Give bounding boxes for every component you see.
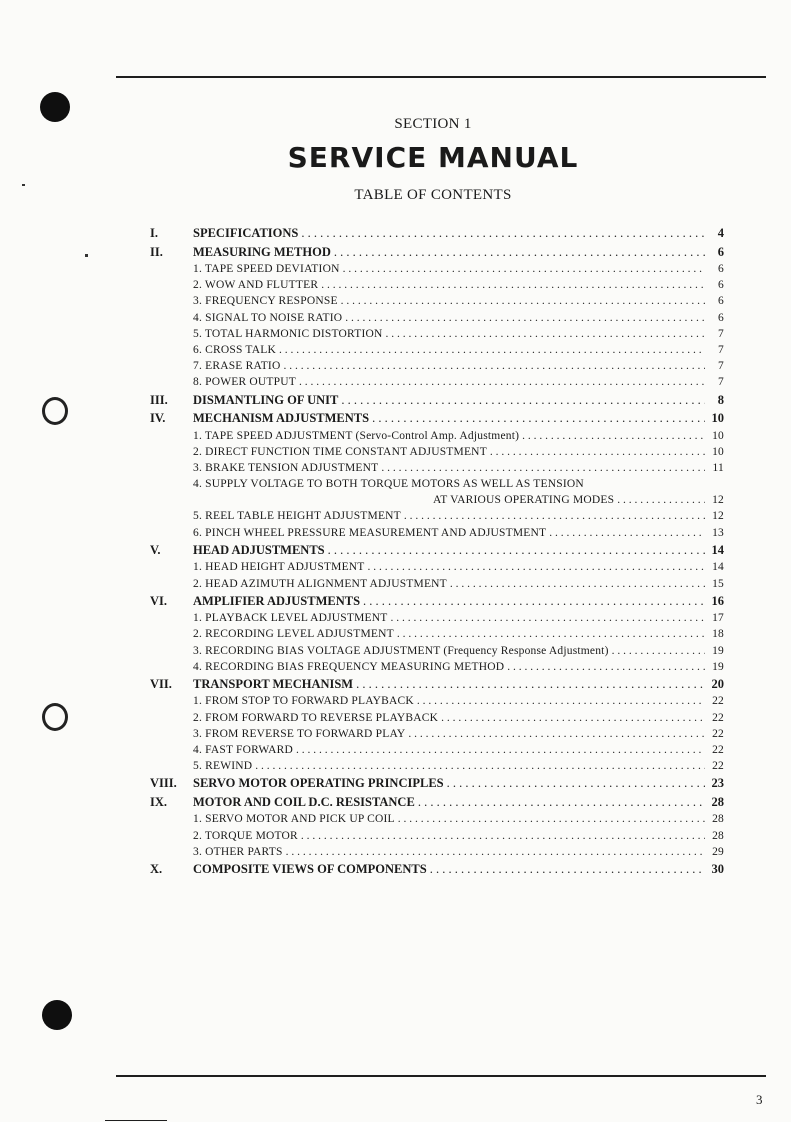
toc-entry-label: SERVO MOTOR OPERATING PRINCIPLES — [193, 776, 444, 791]
toc-section-number: VII. — [150, 676, 172, 691]
scan-speck — [85, 254, 88, 257]
dot-leader — [283, 360, 705, 372]
dot-leader — [279, 344, 705, 356]
toc-page-number: 10 — [712, 429, 724, 442]
toc-entry-label: 8. POWER OUTPUT — [193, 376, 296, 389]
toc-page-number: 22 — [712, 727, 724, 740]
toc-subsection-entry — [150, 695, 724, 711]
dot-leader — [356, 677, 705, 692]
toc-page-number: 8 — [717, 392, 724, 407]
toc-entry-label: 4. RECORDING BIAS FREQUENCY MEASURING METHOD — [193, 660, 505, 673]
dot-leader — [368, 561, 705, 573]
toc-entry-label: MECHANISM ADJUSTMENTS — [193, 411, 370, 425]
toc-section-number: IX. — [150, 794, 168, 809]
toc-subsection-entry — [150, 645, 724, 661]
toc-entry-label: 1. PLAYBACK LEVEL ADJUSTMENT — [193, 612, 388, 625]
toc-entry-label: 5. REWIND — [193, 760, 253, 773]
toc-page-number: 19 — [712, 644, 724, 657]
toc-page-number: 16 — [711, 593, 724, 608]
toc-subsection-entry — [150, 446, 724, 462]
dot-leader — [286, 846, 705, 858]
dot-leader — [398, 813, 705, 825]
dot-leader — [296, 744, 705, 756]
dot-leader — [417, 695, 705, 707]
toc-page-number: 11 — [712, 461, 724, 474]
dot-leader — [617, 494, 705, 506]
toc-page-number: 10 — [712, 445, 724, 458]
dot-leader — [490, 446, 705, 458]
footer-short-rule — [105, 1120, 167, 1121]
binder-ring-lower — [42, 703, 68, 731]
toc-entry-label: 5. REEL TABLE HEIGHT ADJUSTMENT — [193, 510, 401, 523]
toc-entry-label: 3. FROM REVERSE TO FORWARD PLAY — [193, 727, 406, 740]
toc-page-number: 29 — [712, 845, 724, 858]
toc-entry-label: 1. TAPE SPEED DEVIATION — [193, 263, 340, 275]
toc-entry-label: 2. FROM FORWARD TO REVERSE PLAYBACK — [193, 711, 439, 724]
toc-subsection-entry — [150, 462, 724, 478]
toc-subsection-entry — [150, 360, 724, 376]
toc-subsection-entry — [150, 628, 724, 644]
toc-section-entry — [150, 677, 724, 696]
dot-leader — [385, 328, 705, 340]
toc-page-number: 28 — [712, 813, 724, 826]
dot-leader — [321, 279, 705, 291]
toc-subsection-entry — [150, 561, 724, 577]
toc-page-number: 6 — [718, 279, 724, 292]
toc-page-number: 14 — [712, 561, 724, 574]
dot-leader — [301, 226, 705, 241]
toc-entry-label: 6. PINCH WHEEL PRESSURE MEASUREMENT AND ADJUSTMENT — [193, 526, 547, 539]
dot-leader — [549, 527, 705, 539]
toc-subsection-entry — [150, 661, 724, 677]
toc-entry-label: AT VARIOUS OPERATING MODES — [433, 494, 615, 507]
toc-page-number: 19 — [712, 660, 724, 673]
toc-section-entry — [150, 411, 724, 430]
scan-speck — [22, 184, 25, 186]
dot-leader — [391, 612, 705, 624]
toc-page-number: 6 — [718, 263, 724, 275]
toc-subsection-entry — [150, 312, 724, 328]
toc-section-number: II. — [150, 244, 163, 259]
toc-entry-label: 4. SUPPLY VOLTAGE TO BOTH TORQUE MOTORS AS WELL AS TENSION — [193, 478, 584, 491]
toc-entry-label: AMPLIFIER ADJUSTMENTS — [193, 593, 361, 608]
toc-page-number: 13 — [712, 526, 724, 539]
bottom-rule — [116, 1075, 766, 1077]
toc-section-entry — [150, 795, 724, 814]
dot-leader — [447, 776, 705, 791]
toc-subsection-entry — [150, 612, 724, 628]
toc-section-number: VIII. — [150, 776, 177, 791]
toc-page-number: 4 — [717, 226, 724, 240]
toc-subsection-entry — [150, 263, 724, 279]
dot-leader — [341, 295, 705, 307]
toc-entry-label: 2. RECORDING LEVEL ADJUSTMENT — [193, 628, 394, 641]
toc-page-number: 22 — [712, 711, 724, 724]
toc-entry-label: COMPOSITE VIEWS OF COMPONENTS — [193, 861, 427, 876]
dot-leader — [450, 578, 705, 590]
toc-section-number: VI. — [150, 593, 168, 608]
toc-page-number: 28 — [712, 829, 724, 842]
toc-section-entry — [150, 776, 724, 795]
toc-page-number: 14 — [711, 542, 724, 557]
toc-subsection-entry — [150, 712, 724, 728]
toc-section-number: III. — [150, 392, 168, 407]
dot-leader — [381, 462, 705, 474]
dot-leader — [430, 862, 705, 877]
toc-subsection-entry — [150, 830, 724, 846]
toc-subsection-entry — [150, 376, 724, 392]
toc-subsection-entry — [150, 494, 724, 510]
toc-entry-label: DISMANTLING OF UNIT — [193, 392, 339, 407]
toc-entry-label: TRANSPORT MECHANISM — [193, 676, 354, 691]
top-rule — [116, 76, 766, 78]
toc-entry-label: SPECIFICATIONS — [193, 226, 299, 240]
dot-leader — [345, 312, 705, 324]
dot-leader — [328, 543, 705, 558]
toc-subsection-entry — [150, 295, 724, 311]
page-title: SERVICE MANUAL — [287, 141, 579, 174]
toc-page-number: 15 — [712, 577, 724, 590]
dot-leader — [299, 376, 705, 388]
binder-ring-upper — [42, 397, 68, 425]
toc-page-number: 7 — [718, 343, 724, 356]
toc-entry-label: 4. FAST FORWARD — [193, 744, 294, 756]
toc-entry-label: 2. DIRECT FUNCTION TIME CONSTANT ADJUSTMENT — [193, 445, 487, 458]
toc-section-entry — [150, 543, 724, 562]
toc-subsection-entry — [150, 728, 724, 744]
toc-entry-label: 2. TORQUE MOTOR — [193, 829, 298, 842]
dot-leader — [334, 245, 705, 260]
toc-subsection-entry — [150, 478, 724, 494]
dot-leader — [418, 795, 705, 810]
toc-subsection-entry — [150, 527, 724, 543]
dot-leader — [343, 263, 705, 275]
toc-entry-label: 3. OTHER PARTS — [193, 845, 283, 858]
toc-section-entry — [150, 226, 724, 245]
toc-page-number: 20 — [711, 676, 724, 691]
toc-page-number: 7 — [718, 327, 724, 340]
toc-page-number: 6 — [718, 311, 724, 324]
toc-entry-label: 2. WOW AND FLUTTER — [193, 279, 319, 292]
toc-entry-label: MEASURING METHOD — [193, 244, 331, 259]
dot-leader — [612, 645, 705, 657]
toc-page-number: 22 — [712, 760, 724, 773]
dot-leader — [255, 760, 705, 772]
toc-section-number: IV. — [150, 411, 166, 425]
toc-section-entry — [150, 594, 724, 613]
toc-subsection-entry — [150, 344, 724, 360]
toc-page-number: 12 — [712, 510, 724, 523]
toc-page-number: 17 — [712, 612, 724, 625]
toc-page-number: 22 — [712, 744, 724, 756]
toc-entry-label: HEAD ADJUSTMENTS — [193, 542, 325, 557]
dot-leader — [404, 510, 705, 522]
toc-page-number: 22 — [712, 695, 724, 708]
dot-leader — [507, 661, 705, 673]
toc-page-number: 7 — [718, 376, 724, 389]
dot-leader — [372, 411, 705, 426]
toc-entry-label: 5. TOTAL HARMONIC DISTORTION — [193, 327, 383, 340]
toc-entry-label: 3. FREQUENCY RESPONSE — [193, 295, 338, 308]
toc-entry-label: 1. HEAD HEIGHT ADJUSTMENT — [193, 561, 365, 574]
toc-heading: TABLE OF CONTENTS — [354, 187, 512, 203]
toc-page-number: 23 — [711, 776, 724, 791]
toc-entry-label: 3. RECORDING BIAS VOLTAGE ADJUSTMENT (Frequency Response Adjustment) — [193, 644, 609, 657]
toc-subsection-entry — [150, 760, 724, 776]
toc-entry-label: 1. SERVO MOTOR AND PICK UP COIL — [193, 813, 395, 826]
toc-subsection-entry — [150, 744, 724, 760]
toc-page-number: 30 — [711, 861, 724, 876]
toc-entry-label: 7. ERASE RATIO — [193, 360, 281, 373]
toc-subsection-entry — [150, 813, 724, 829]
toc-page-number: 18 — [712, 628, 724, 641]
toc-section-entry — [150, 862, 724, 881]
toc-entry-label: 4. SIGNAL TO NOISE RATIO — [193, 311, 343, 324]
toc-subsection-entry — [150, 578, 724, 594]
toc-section-number: X. — [150, 861, 163, 876]
toc-entry-label: MOTOR AND COIL D.C. RESISTANCE — [193, 794, 415, 809]
dot-leader — [397, 628, 705, 640]
dot-leader — [341, 393, 705, 408]
dot-leader — [363, 594, 705, 609]
toc-subsection-entry — [150, 510, 724, 526]
toc-page-number: 28 — [711, 794, 724, 809]
dot-leader — [522, 430, 705, 442]
toc-entry-label: 1. TAPE SPEED ADJUSTMENT (Servo-Control Amp. Adjustment) — [193, 429, 520, 442]
binder-hole-bottom — [42, 1000, 72, 1030]
toc-section-entry — [150, 245, 724, 264]
dot-leader — [441, 712, 705, 724]
page-number: 3 — [756, 1092, 763, 1107]
toc-entry-label: 3. BRAKE TENSION ADJUSTMENT — [193, 461, 379, 474]
toc-entry-label: 2. HEAD AZIMUTH ALIGNMENT ADJUSTMENT — [193, 577, 447, 590]
toc-subsection-entry — [150, 430, 724, 446]
table-of-contents — [150, 226, 724, 880]
toc-entry-label: 6. CROSS TALK — [193, 343, 276, 356]
toc-section-entry — [150, 393, 724, 412]
toc-page-number: 12 — [712, 494, 724, 507]
toc-subsection-entry — [150, 279, 724, 295]
dot-leader — [408, 728, 705, 740]
toc-section-number: I. — [150, 226, 158, 240]
toc-subsection-entry — [150, 328, 724, 344]
toc-section-number: V. — [150, 542, 161, 557]
dot-leader — [301, 830, 705, 842]
toc-page-number: 6 — [718, 295, 724, 308]
toc-page-number: 6 — [717, 244, 724, 259]
toc-subsection-entry — [150, 846, 724, 862]
toc-page-number: 10 — [711, 411, 724, 425]
toc-entry-label: 1. FROM STOP TO FORWARD PLAYBACK — [193, 695, 414, 708]
section-label: SECTION 1 — [394, 116, 472, 132]
toc-page-number: 7 — [718, 360, 724, 373]
